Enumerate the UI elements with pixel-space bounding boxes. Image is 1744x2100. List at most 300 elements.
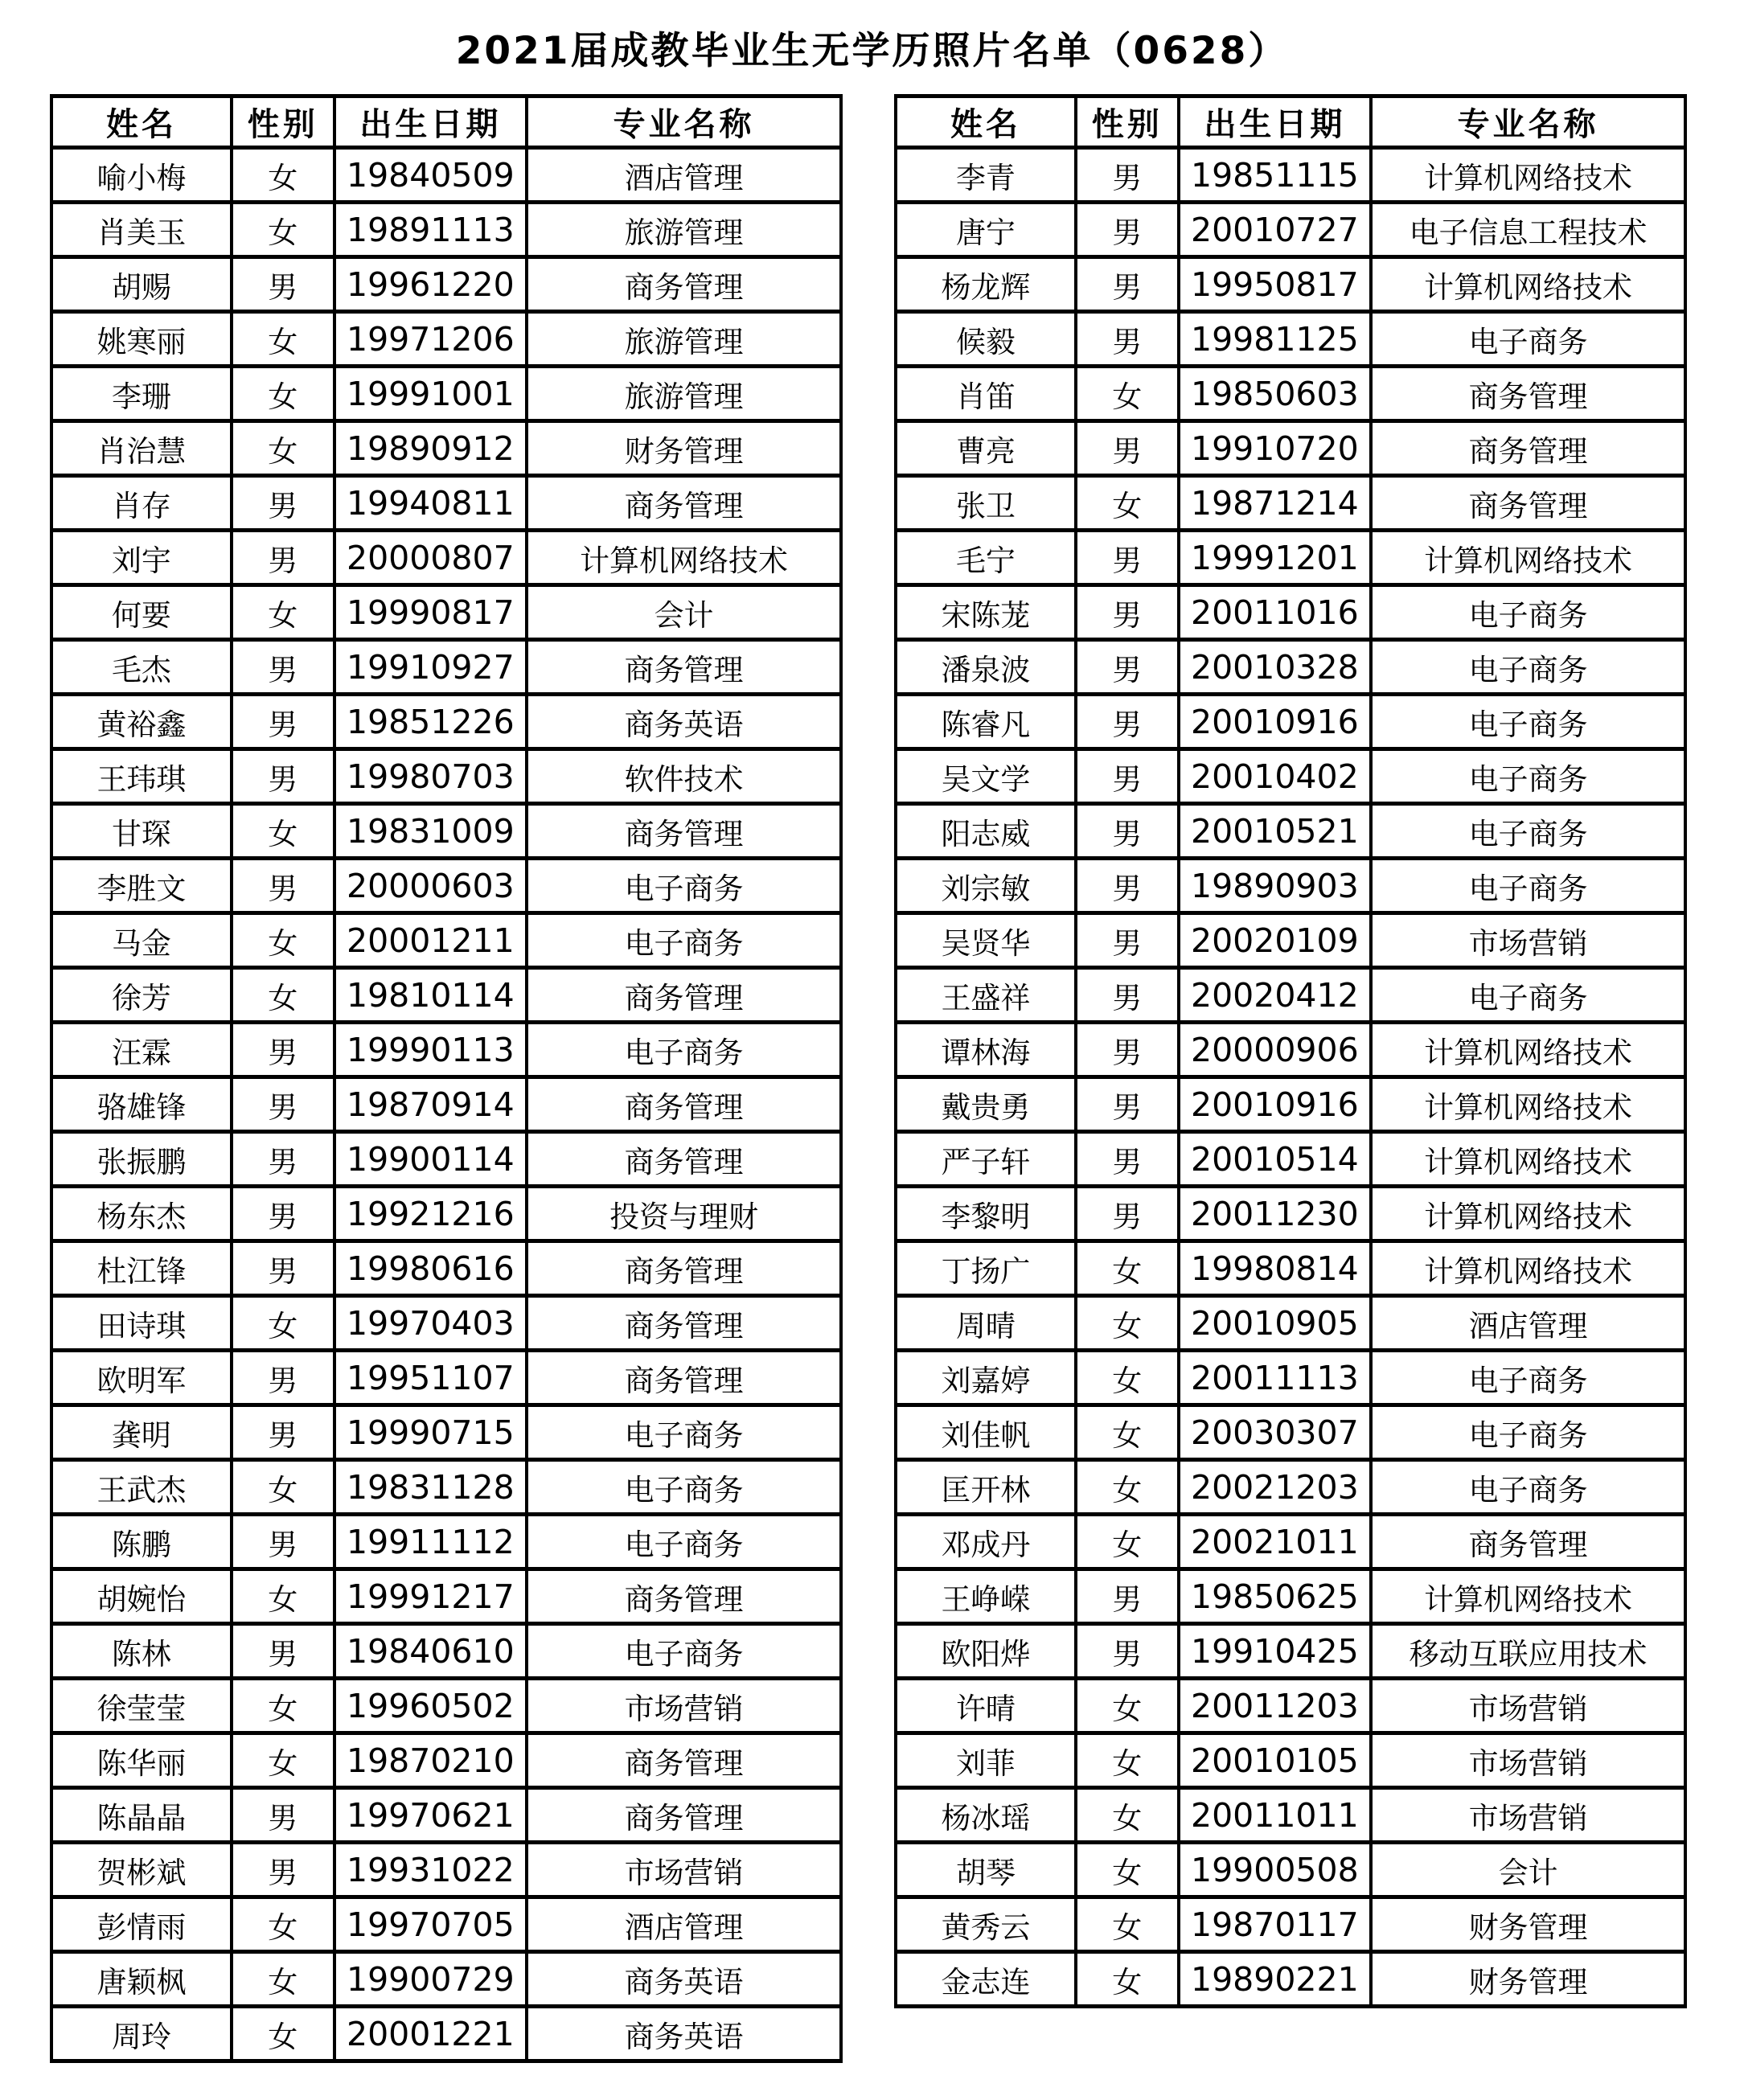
- cell-name: 李胜文: [51, 859, 232, 913]
- cell-major: 酒店管理: [527, 148, 841, 203]
- table-row: [896, 1460, 1685, 1515]
- cell-gender: 男: [232, 1624, 334, 1679]
- cell-birthdate: 19891113: [334, 203, 527, 257]
- table-row: [896, 913, 1685, 968]
- cell-gender: 女: [1076, 1788, 1179, 1843]
- cell-birthdate: 19900729: [334, 1952, 527, 2007]
- table-row: [51, 1405, 841, 1460]
- cell-birthdate: 19910720: [1179, 421, 1372, 476]
- cell-major: 市场营销: [527, 1843, 841, 1897]
- cell-gender: 男: [1076, 312, 1179, 367]
- cell-gender: 男: [232, 476, 334, 531]
- cell-major: 会计: [527, 585, 841, 640]
- cell-gender: 女: [1076, 1351, 1179, 1405]
- cell-major: 商务管理: [527, 476, 841, 531]
- cell-gender: 女: [232, 203, 334, 257]
- cell-major: 投资与理财: [527, 1187, 841, 1241]
- cell-major: 旅游管理: [527, 367, 841, 421]
- cell-gender: 女: [232, 968, 334, 1023]
- cell-gender: 女: [232, 1733, 334, 1788]
- cell-name: 田诗琪: [51, 1296, 232, 1351]
- cell-gender: 男: [232, 1023, 334, 1077]
- cell-name: 丁扬广: [896, 1241, 1076, 1296]
- cell-birthdate: 20020412: [1179, 968, 1372, 1023]
- cell-name: 金志连: [896, 1952, 1076, 2007]
- cell-birthdate: 19950817: [1179, 257, 1372, 312]
- table-row: [896, 640, 1685, 695]
- cell-gender: 女: [1076, 1515, 1179, 1569]
- cell-gender: 女: [1076, 1897, 1179, 1952]
- table-row: [896, 585, 1685, 640]
- cell-birthdate: 20030307: [1179, 1405, 1372, 1460]
- cell-gender: 男: [1076, 1187, 1179, 1241]
- cell-major: 软件技术: [527, 749, 841, 804]
- cell-gender: 男: [232, 1788, 334, 1843]
- cell-name: 杨东杰: [51, 1187, 232, 1241]
- cell-name: 王玮琪: [51, 749, 232, 804]
- header-cell-major: 专业名称: [1371, 96, 1685, 148]
- cell-name: 候毅: [896, 312, 1076, 367]
- table-row: [51, 1515, 841, 1569]
- cell-gender: 男: [1076, 1023, 1179, 1077]
- cell-name: 谭林海: [896, 1023, 1076, 1077]
- cell-major: 商务管理: [1371, 1515, 1685, 1569]
- table-row: [896, 1241, 1685, 1296]
- cell-gender: 男: [1076, 695, 1179, 749]
- cell-major: 商务管理: [527, 257, 841, 312]
- table-row: [896, 203, 1685, 257]
- cell-gender: 男: [232, 531, 334, 585]
- cell-gender: 女: [232, 585, 334, 640]
- table-row: [896, 695, 1685, 749]
- cell-gender: 男: [1076, 1624, 1179, 1679]
- cell-major: 电子商务: [527, 1023, 841, 1077]
- table-row: [51, 1952, 841, 2007]
- cell-birthdate: 20010916: [1179, 1077, 1372, 1132]
- cell-major: 商务管理: [527, 1733, 841, 1788]
- header-cell-birthdate: 出生日期: [334, 96, 527, 148]
- cell-name: 刘宗敏: [896, 859, 1076, 913]
- cell-name: 唐宁: [896, 203, 1076, 257]
- cell-birthdate: 19990715: [334, 1405, 527, 1460]
- cell-birthdate: 19910425: [1179, 1624, 1372, 1679]
- cell-major: 商务管理: [527, 968, 841, 1023]
- table-row: [51, 1733, 841, 1788]
- cell-birthdate: 20011230: [1179, 1187, 1372, 1241]
- cell-birthdate: 19981125: [1179, 312, 1372, 367]
- cell-gender: 男: [1076, 421, 1179, 476]
- header-cell-birthdate: 出生日期: [1179, 96, 1372, 148]
- table-row: [51, 1296, 841, 1351]
- cell-gender: 男: [1076, 257, 1179, 312]
- cell-major: 商务管理: [527, 804, 841, 859]
- table-row: [51, 1187, 841, 1241]
- cell-gender: 男: [1076, 1569, 1179, 1624]
- cell-name: 王盛祥: [896, 968, 1076, 1023]
- table-row: [51, 203, 841, 257]
- cell-birthdate: 19850603: [1179, 367, 1372, 421]
- cell-major: 商务管理: [1371, 421, 1685, 476]
- cell-name: 邓成丹: [896, 1515, 1076, 1569]
- table-row: [51, 913, 841, 968]
- cell-major: 商务管理: [527, 1077, 841, 1132]
- cell-birthdate: 19991217: [334, 1569, 527, 1624]
- table-row: [896, 1077, 1685, 1132]
- table-row: [896, 1515, 1685, 1569]
- cell-birthdate: 19870914: [334, 1077, 527, 1132]
- cell-birthdate: 20001221: [334, 2007, 527, 2061]
- table-row: [51, 476, 841, 531]
- cell-name: 周晴: [896, 1296, 1076, 1351]
- table-row: [896, 421, 1685, 476]
- cell-birthdate: 20021011: [1179, 1515, 1372, 1569]
- cell-birthdate: 19840610: [334, 1624, 527, 1679]
- cell-name: 阳志威: [896, 804, 1076, 859]
- cell-name: 刘菲: [896, 1733, 1076, 1788]
- cell-name: 胡婉怡: [51, 1569, 232, 1624]
- cell-birthdate: 19971206: [334, 312, 527, 367]
- cell-major: 电子商务: [527, 1405, 841, 1460]
- cell-major: 电子商务: [1371, 859, 1685, 913]
- cell-major: 市场营销: [1371, 913, 1685, 968]
- table-row: [51, 968, 841, 1023]
- cell-major: 商务管理: [527, 1132, 841, 1187]
- cell-birthdate: 19890912: [334, 421, 527, 476]
- cell-major: 计算机网络技术: [1371, 1132, 1685, 1187]
- cell-name: 戴贵勇: [896, 1077, 1076, 1132]
- cell-gender: 女: [1076, 1296, 1179, 1351]
- cell-major: 电子商务: [527, 913, 841, 968]
- table-row: [896, 1843, 1685, 1897]
- right-table: [894, 94, 1687, 2008]
- cell-name: 何要: [51, 585, 232, 640]
- cell-gender: 女: [232, 312, 334, 367]
- table-row: [896, 859, 1685, 913]
- table-row: [896, 1733, 1685, 1788]
- table-row: [896, 148, 1685, 203]
- table-row: [896, 1897, 1685, 1952]
- cell-birthdate: 19990817: [334, 585, 527, 640]
- cell-major: 电子商务: [527, 1624, 841, 1679]
- cell-birthdate: 19991001: [334, 367, 527, 421]
- cell-name: 陈晶晶: [51, 1788, 232, 1843]
- cell-name: 陈鹏: [51, 1515, 232, 1569]
- cell-major: 会计: [1371, 1843, 1685, 1897]
- cell-name: 徐芳: [51, 968, 232, 1023]
- cell-name: 唐颖枫: [51, 1952, 232, 2007]
- cell-name: 王武杰: [51, 1460, 232, 1515]
- cell-birthdate: 19870210: [334, 1733, 527, 1788]
- table-row: [51, 1569, 841, 1624]
- cell-name: 许晴: [896, 1679, 1076, 1733]
- cell-major: 酒店管理: [1371, 1296, 1685, 1351]
- table-row: [51, 148, 841, 203]
- cell-gender: 男: [232, 695, 334, 749]
- cell-major: 计算机网络技术: [1371, 531, 1685, 585]
- cell-name: 李珊: [51, 367, 232, 421]
- cell-gender: 女: [1076, 367, 1179, 421]
- cell-gender: 女: [1076, 1952, 1179, 2007]
- cell-birthdate: 19951107: [334, 1351, 527, 1405]
- cell-birthdate: 19851226: [334, 695, 527, 749]
- cell-birthdate: 19970705: [334, 1897, 527, 1952]
- cell-birthdate: 20010402: [1179, 749, 1372, 804]
- table-row: [896, 257, 1685, 312]
- cell-gender: 男: [232, 640, 334, 695]
- cell-major: 计算机网络技术: [1371, 1023, 1685, 1077]
- cell-major: 电子商务: [1371, 1351, 1685, 1405]
- table-row: [896, 1296, 1685, 1351]
- cell-major: 市场营销: [527, 1679, 841, 1733]
- table-row: [896, 1624, 1685, 1679]
- cell-birthdate: 19970621: [334, 1788, 527, 1843]
- header-cell-gender: 性别: [232, 96, 334, 148]
- cell-birthdate: 20011203: [1179, 1679, 1372, 1733]
- cell-major: 电子商务: [1371, 585, 1685, 640]
- cell-gender: 女: [232, 1460, 334, 1515]
- table-row: [896, 1569, 1685, 1624]
- cell-name: 匡开林: [896, 1460, 1076, 1515]
- cell-major: 电子商务: [527, 1515, 841, 1569]
- table-row: [896, 1405, 1685, 1460]
- left-table: [50, 94, 843, 2063]
- cell-gender: 女: [1076, 1460, 1179, 1515]
- table-row: [51, 531, 841, 585]
- table-row: [51, 1897, 841, 1952]
- cell-name: 肖存: [51, 476, 232, 531]
- cell-major: 商务管理: [527, 1788, 841, 1843]
- cell-birthdate: 19840509: [334, 148, 527, 203]
- cell-gender: 女: [232, 421, 334, 476]
- cell-name: 王峥嵘: [896, 1569, 1076, 1624]
- cell-major: 计算机网络技术: [1371, 148, 1685, 203]
- cell-name: 刘宇: [51, 531, 232, 585]
- cell-birthdate: 19940811: [334, 476, 527, 531]
- cell-gender: 男: [232, 1405, 334, 1460]
- cell-birthdate: 19831128: [334, 1460, 527, 1515]
- cell-major: 商务管理: [527, 1296, 841, 1351]
- cell-birthdate: 19911112: [334, 1515, 527, 1569]
- cell-gender: 女: [232, 1679, 334, 1733]
- cell-name: 肖美玉: [51, 203, 232, 257]
- cell-gender: 女: [232, 2007, 334, 2061]
- cell-birthdate: 20010521: [1179, 804, 1372, 859]
- cell-birthdate: 19851115: [1179, 148, 1372, 203]
- cell-name: 李青: [896, 148, 1076, 203]
- cell-gender: 男: [232, 1187, 334, 1241]
- tables-container: [0, 94, 1744, 2063]
- cell-birthdate: 19921216: [334, 1187, 527, 1241]
- cell-major: 商务英语: [527, 695, 841, 749]
- table-row: [51, 640, 841, 695]
- cell-name: 姚寒丽: [51, 312, 232, 367]
- cell-name: 欧阳烨: [896, 1624, 1076, 1679]
- cell-name: 肖治慧: [51, 421, 232, 476]
- table-row: [896, 749, 1685, 804]
- cell-gender: 女: [232, 148, 334, 203]
- cell-name: 甘琛: [51, 804, 232, 859]
- cell-gender: 男: [1076, 968, 1179, 1023]
- cell-birthdate: 20011016: [1179, 585, 1372, 640]
- cell-gender: 女: [232, 1296, 334, 1351]
- table-row: [51, 1679, 841, 1733]
- table-row: [896, 1023, 1685, 1077]
- cell-major: 市场营销: [1371, 1733, 1685, 1788]
- cell-name: 张卫: [896, 476, 1076, 531]
- cell-birthdate: 20001211: [334, 913, 527, 968]
- cell-birthdate: 19850625: [1179, 1569, 1372, 1624]
- cell-gender: 男: [232, 1077, 334, 1132]
- cell-name: 徐莹莹: [51, 1679, 232, 1733]
- table-row: [51, 1788, 841, 1843]
- cell-major: 商务管理: [1371, 367, 1685, 421]
- cell-gender: 女: [1076, 1679, 1179, 1733]
- cell-birthdate: 20010328: [1179, 640, 1372, 695]
- cell-name: 杨冰瑶: [896, 1788, 1076, 1843]
- cell-name: 黄裕鑫: [51, 695, 232, 749]
- table-row: [51, 1077, 841, 1132]
- cell-major: 旅游管理: [527, 203, 841, 257]
- cell-major: 市场营销: [1371, 1679, 1685, 1733]
- cell-major: 电子商务: [527, 1460, 841, 1515]
- cell-birthdate: 20010905: [1179, 1296, 1372, 1351]
- table-row: [51, 585, 841, 640]
- table-row: [51, 312, 841, 367]
- cell-gender: 男: [232, 257, 334, 312]
- cell-name: 吴文学: [896, 749, 1076, 804]
- cell-birthdate: 19890221: [1179, 1952, 1372, 2007]
- table-row: [51, 1843, 841, 1897]
- cell-gender: 女: [232, 1952, 334, 2007]
- cell-gender: 男: [232, 1351, 334, 1405]
- table-row: [896, 968, 1685, 1023]
- cell-name: 骆雄锋: [51, 1077, 232, 1132]
- cell-gender: 女: [232, 367, 334, 421]
- cell-birthdate: 19910927: [334, 640, 527, 695]
- cell-name: 陈睿凡: [896, 695, 1076, 749]
- cell-name: 欧明军: [51, 1351, 232, 1405]
- cell-birthdate: 19890903: [1179, 859, 1372, 913]
- cell-birthdate: 19900114: [334, 1132, 527, 1187]
- table-row: [896, 1132, 1685, 1187]
- table-row: [51, 1241, 841, 1296]
- cell-major: 电子商务: [1371, 640, 1685, 695]
- cell-birthdate: 20011113: [1179, 1351, 1372, 1405]
- cell-name: 龚明: [51, 1405, 232, 1460]
- cell-gender: 女: [232, 1897, 334, 1952]
- cell-name: 曹亮: [896, 421, 1076, 476]
- cell-major: 计算机网络技术: [1371, 1187, 1685, 1241]
- cell-gender: 男: [1076, 859, 1179, 913]
- cell-name: 李黎明: [896, 1187, 1076, 1241]
- cell-birthdate: 19991201: [1179, 531, 1372, 585]
- cell-gender: 女: [232, 804, 334, 859]
- cell-name: 黄秀云: [896, 1897, 1076, 1952]
- cell-name: 宋陈茏: [896, 585, 1076, 640]
- cell-gender: 女: [1076, 1405, 1179, 1460]
- cell-birthdate: 20000807: [334, 531, 527, 585]
- cell-major: 电子商务: [1371, 968, 1685, 1023]
- cell-major: 电子商务: [1371, 695, 1685, 749]
- cell-name: 胡琴: [896, 1843, 1076, 1897]
- header-cell-major: 专业名称: [527, 96, 841, 148]
- cell-birthdate: 20000906: [1179, 1023, 1372, 1077]
- cell-name: 周玲: [51, 2007, 232, 2061]
- header-cell-gender: 性别: [1076, 96, 1179, 148]
- cell-birthdate: 20010105: [1179, 1733, 1372, 1788]
- cell-major: 财务管理: [1371, 1952, 1685, 2007]
- cell-name: 毛杰: [51, 640, 232, 695]
- cell-gender: 女: [232, 1569, 334, 1624]
- cell-major: 电子商务: [1371, 1405, 1685, 1460]
- cell-name: 毛宁: [896, 531, 1076, 585]
- cell-major: 计算机网络技术: [1371, 1569, 1685, 1624]
- table-row: [896, 1788, 1685, 1843]
- cell-name: 汪霖: [51, 1023, 232, 1077]
- cell-birthdate: 19970403: [334, 1296, 527, 1351]
- cell-major: 旅游管理: [527, 312, 841, 367]
- table-row: [51, 421, 841, 476]
- table-row: [51, 1460, 841, 1515]
- cell-birthdate: 20010514: [1179, 1132, 1372, 1187]
- cell-birthdate: 19931022: [334, 1843, 527, 1897]
- cell-gender: 男: [232, 1843, 334, 1897]
- cell-gender: 女: [1076, 1843, 1179, 1897]
- cell-birthdate: 19980703: [334, 749, 527, 804]
- header-row: [896, 96, 1685, 148]
- cell-gender: 男: [1076, 913, 1179, 968]
- cell-gender: 男: [1076, 1077, 1179, 1132]
- cell-gender: 男: [232, 1132, 334, 1187]
- cell-gender: 男: [232, 749, 334, 804]
- cell-birthdate: 20010916: [1179, 695, 1372, 749]
- cell-birthdate: 19870117: [1179, 1897, 1372, 1952]
- cell-gender: 女: [232, 913, 334, 968]
- table-row: [896, 1679, 1685, 1733]
- cell-birthdate: 20011011: [1179, 1788, 1372, 1843]
- cell-birthdate: 19990113: [334, 1023, 527, 1077]
- table-row: [896, 804, 1685, 859]
- table-row: [51, 859, 841, 913]
- cell-name: 刘佳帆: [896, 1405, 1076, 1460]
- cell-gender: 男: [1076, 585, 1179, 640]
- cell-major: 计算机网络技术: [1371, 257, 1685, 312]
- cell-major: 商务管理: [527, 640, 841, 695]
- cell-major: 酒店管理: [527, 1897, 841, 1952]
- header-cell-name: 姓名: [896, 96, 1076, 148]
- cell-major: 商务管理: [1371, 476, 1685, 531]
- cell-gender: 男: [1076, 1132, 1179, 1187]
- cell-name: 张振鹏: [51, 1132, 232, 1187]
- cell-major: 电子信息工程技术: [1371, 203, 1685, 257]
- table-row: [896, 1952, 1685, 2007]
- cell-major: 财务管理: [1371, 1897, 1685, 1952]
- table-row: [51, 1351, 841, 1405]
- cell-birthdate: 20010727: [1179, 203, 1372, 257]
- table-row: [51, 1023, 841, 1077]
- cell-birthdate: 19900508: [1179, 1843, 1372, 1897]
- cell-name: 陈华丽: [51, 1733, 232, 1788]
- cell-gender: 男: [232, 1515, 334, 1569]
- cell-gender: 男: [232, 859, 334, 913]
- table-row: [51, 257, 841, 312]
- table-row: [896, 312, 1685, 367]
- cell-birthdate: 19980616: [334, 1241, 527, 1296]
- cell-major: 商务英语: [527, 1952, 841, 2007]
- table-row: [51, 1132, 841, 1187]
- table-row: [896, 531, 1685, 585]
- header-row: [51, 96, 841, 148]
